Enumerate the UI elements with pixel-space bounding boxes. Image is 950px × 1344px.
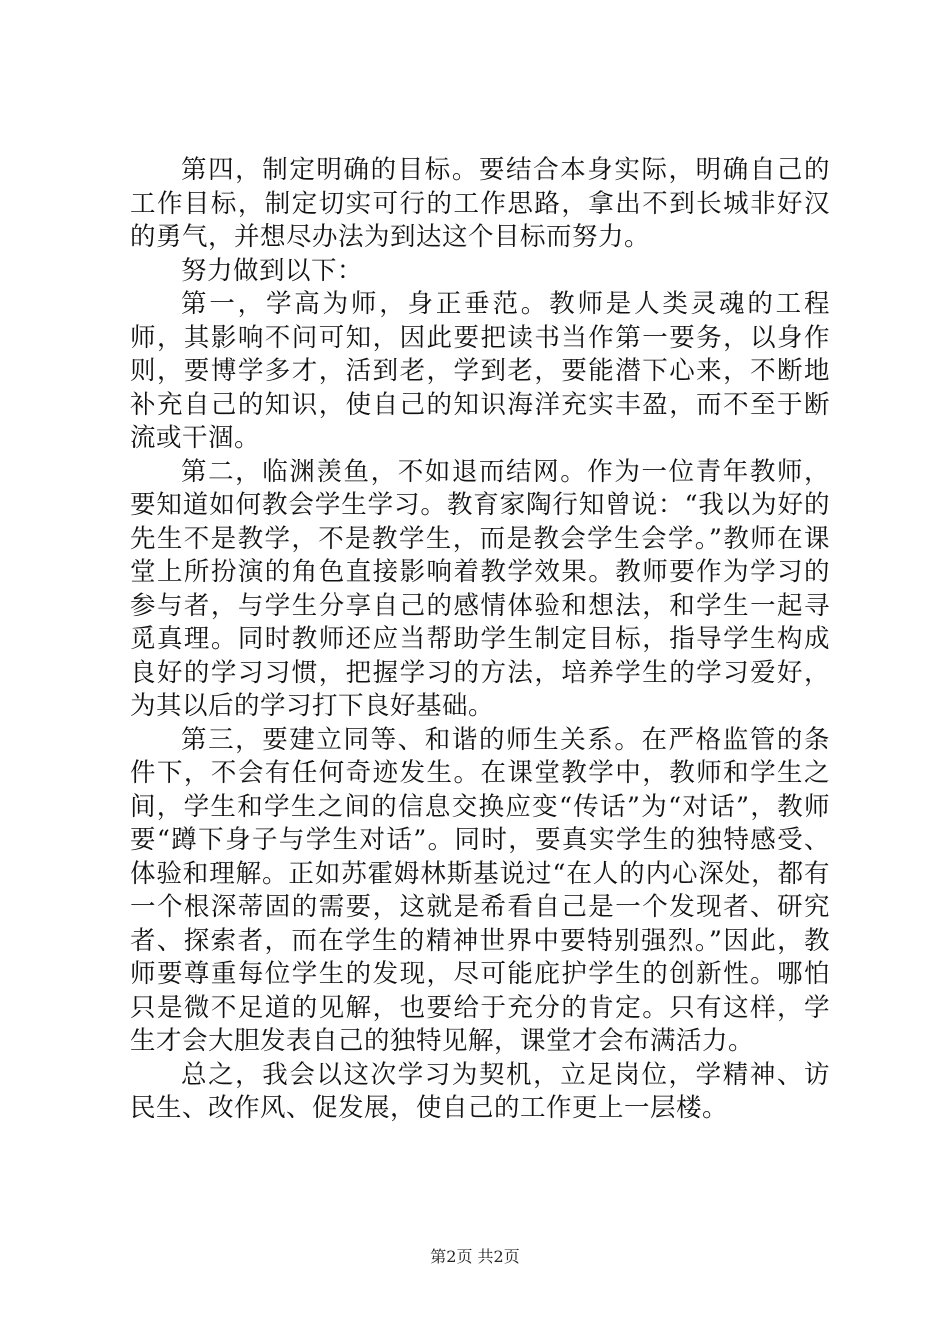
document-body — [130, 154, 830, 1126]
page-footer: 第2页 共2页 — [430, 1247, 520, 1266]
paragraph-intro: 努力做到以下： — [181, 255, 364, 286]
paragraph-conclusion: 总之，我会以这次学习为契机，立足岗位，学精神、访民生、改作风、促发展，使自己的工作更上一层楼。 — [130, 1059, 830, 1123]
paragraph-first: 第一，学高为师，身正垂范。教师是人类灵魂的工程师，其影响不问可知，因此要把读书当作第一要务，以身作则，要博学多才，活到老，学到老，要能潜下心来，不断地补充自己的知识，使自己的知识海洋充实丰盈，而不至于断流或干涸。 — [130, 289, 830, 453]
paragraph-second: 第二，临渊羡鱼，不如退而结网。作为一位青年教师，要知道如何教会学生学习。教育家陶行知曾说：“我以为好的先生不是教学，不是教学生，而是教会学生会学。”教师在课堂上所扮演的角色直接影响着教学效果。教师要作为学习的参与者，与学生分享自己的感情体验和想法，和学生一起寻觅真理。同时教师还应当帮助学生制定目标，指导学生构成良好的学习习惯，把握学习的方法，培养学生的学习爱好，为其以后的学习打下良好基础。 — [130, 456, 830, 721]
paragraph-goal: 第四，制定明确的目标。要结合本身实际，明确自己的工作目标，制定切实可行的工作思路，拿出不到长城非好汉的勇气，并想尽办法为到达这个目标而努力。 — [130, 155, 830, 252]
paragraph-third: 第三，要建立同等、和谐的师生关系。在严格监管的条件下，不会有任何奇迹发生。在课堂教学中，教师和学生之间，学生和学生之间的信息交换应变“传话”为“对话”，教师要“蹲下身子与学生对话”。同时，要真实学生的独特感受、体验和理解。正如苏霍姆林斯基说过“在人的内心深处，都有一个根深蒂固的需要，这就是希看自己是一个发现者、研究者、探索者，而在学生的精神世界中要特别强烈。”因此，教师要尊重每位学生的发现，尽可能庇护学生的创新性。哪怕只是微不足道的见解，也要给于充分的肯定。只有这样，学生才会大胆发表自己的独特见解，课堂才会布满活力。 — [130, 724, 830, 1056]
